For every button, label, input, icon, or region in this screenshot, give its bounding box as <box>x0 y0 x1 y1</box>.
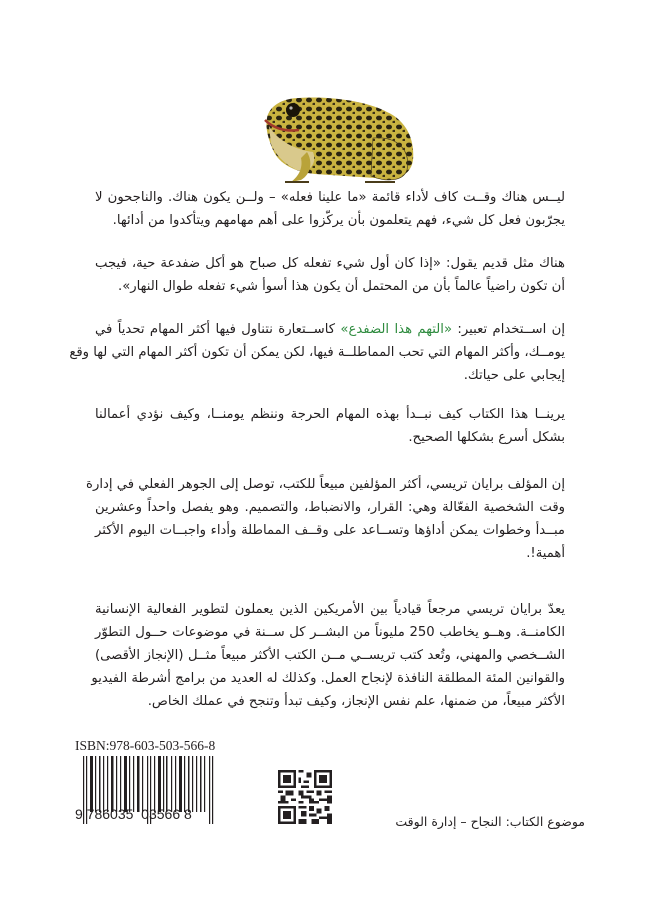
paragraph-5-line-4: أهمية!. <box>526 546 565 561</box>
paragraph-6-line-3: الشــخصي والمهني، وتُعد كتب تريســي مــن الكتب الأكثر مبيعاً مثــل (الإنجاز الأقصى) <box>95 648 565 663</box>
paragraph-1 <box>95 186 565 232</box>
paragraph-2-line-2: أن تكون راضياً عالماً بأن من المحتمل أن يكون هذا أسوأ شيء تفعله طوال النهار». <box>118 279 565 294</box>
qr-code <box>278 770 332 824</box>
paragraph-1-line-2: يجرّبون فعل كل شيء، فهم يتعلمون بأن يركّزوا على أهم مهامهم ويتأكدوا من أدائها. <box>112 213 565 228</box>
paragraph-6-line-4: والقوانين المئة المطلقة النافذة لإنجاح العمل. وكذلك له العديد من برامج أشرطة الفيديو <box>91 671 565 686</box>
paragraph-3-line-1 <box>95 318 565 341</box>
paragraph-3-text-pre: إن اســتخدام تعبير: <box>452 322 565 337</box>
highlighted-phrase: «التهم هذا الضفدع» <box>340 322 453 337</box>
paragraph-5-line-2: وقت الشخصية الفعّالة وهي: القرار، والانضباط، والتصميم. وهو يفصل واحداً وعشرين <box>95 500 565 515</box>
book-subject: موضوع الكتاب: النجاح – إدارة الوقت <box>395 814 585 829</box>
paragraph-1-line-1: ليــس هناك وقــت كاف لأداء قائمة «ما علينا فعله» – ولــن يكون هناك. والناجحون لا <box>95 190 565 205</box>
paragraph-3-line-3: إيجابي على حياتك. <box>463 368 565 383</box>
paragraph-3-line-2: يومــك، وأكثر المهام التي تحب المماطلــة فيها، لكن يمكن أن تكون أكثر المهام التي لها وقع <box>69 345 565 360</box>
frog-image <box>255 78 425 188</box>
paragraph-6-line-5: الأكثر مبيعاً، من ضمنها، علم نفس الإنجاز، وكيف تبدأ وتنجح في عملك الخاص. <box>147 694 565 709</box>
barcode-digits: 9 786035 03566 8 <box>75 806 192 822</box>
isbn-label: ISBN:978-603-503-566-8 <box>75 738 216 753</box>
paragraph-5-line-1: إن المؤلف برايان تريسي، أكثر المؤلفين مبيعاً للكتب، توصل إلى الجوهر الفعلي في إدارة <box>86 477 565 492</box>
paragraph-4-line-1: يرينــا هذا الكتاب كيف نبــدأ بهذه المهام الحرجة وننظم يومنــا، وكيف نؤدي أعمالنا <box>95 407 565 422</box>
paragraph-5-line-3: مبــدأ وخطوات يمكن أداؤها وتســاعد على وقــف المماطلة وأداء واجبــات اليوم الأكثر <box>95 523 565 538</box>
paragraph-3-text-post: كاســتعارة نتناول فيها أكثر المهام تحدياً في <box>95 322 341 337</box>
paragraph-5 <box>86 473 565 565</box>
paragraph-3 <box>69 318 565 387</box>
paragraph-4-line-2: بشكل أسرع بشكلها الصحيح. <box>408 430 565 445</box>
paragraph-6-line-1: يعدّ برايان تريسي مرجعاً قيادياً بين الأمريكين الذين يعملون لتطوير الفعالية الإنسانية <box>95 602 565 617</box>
paragraph-6 <box>91 598 565 713</box>
paragraph-2 <box>95 252 565 298</box>
paragraph-2-line-1: هناك مثل قديم يقول: «إذا كان أول شيء تفعله كل صباح هو أكل ضفدعة حية، فيجب <box>95 256 565 271</box>
paragraph-6-line-2: الكامنــة. وهــو يخاطب 250 مليوناً من البشــر كل ســنة في موضوعات حــول التطوّر <box>95 625 565 640</box>
paragraph-4 <box>95 403 565 449</box>
